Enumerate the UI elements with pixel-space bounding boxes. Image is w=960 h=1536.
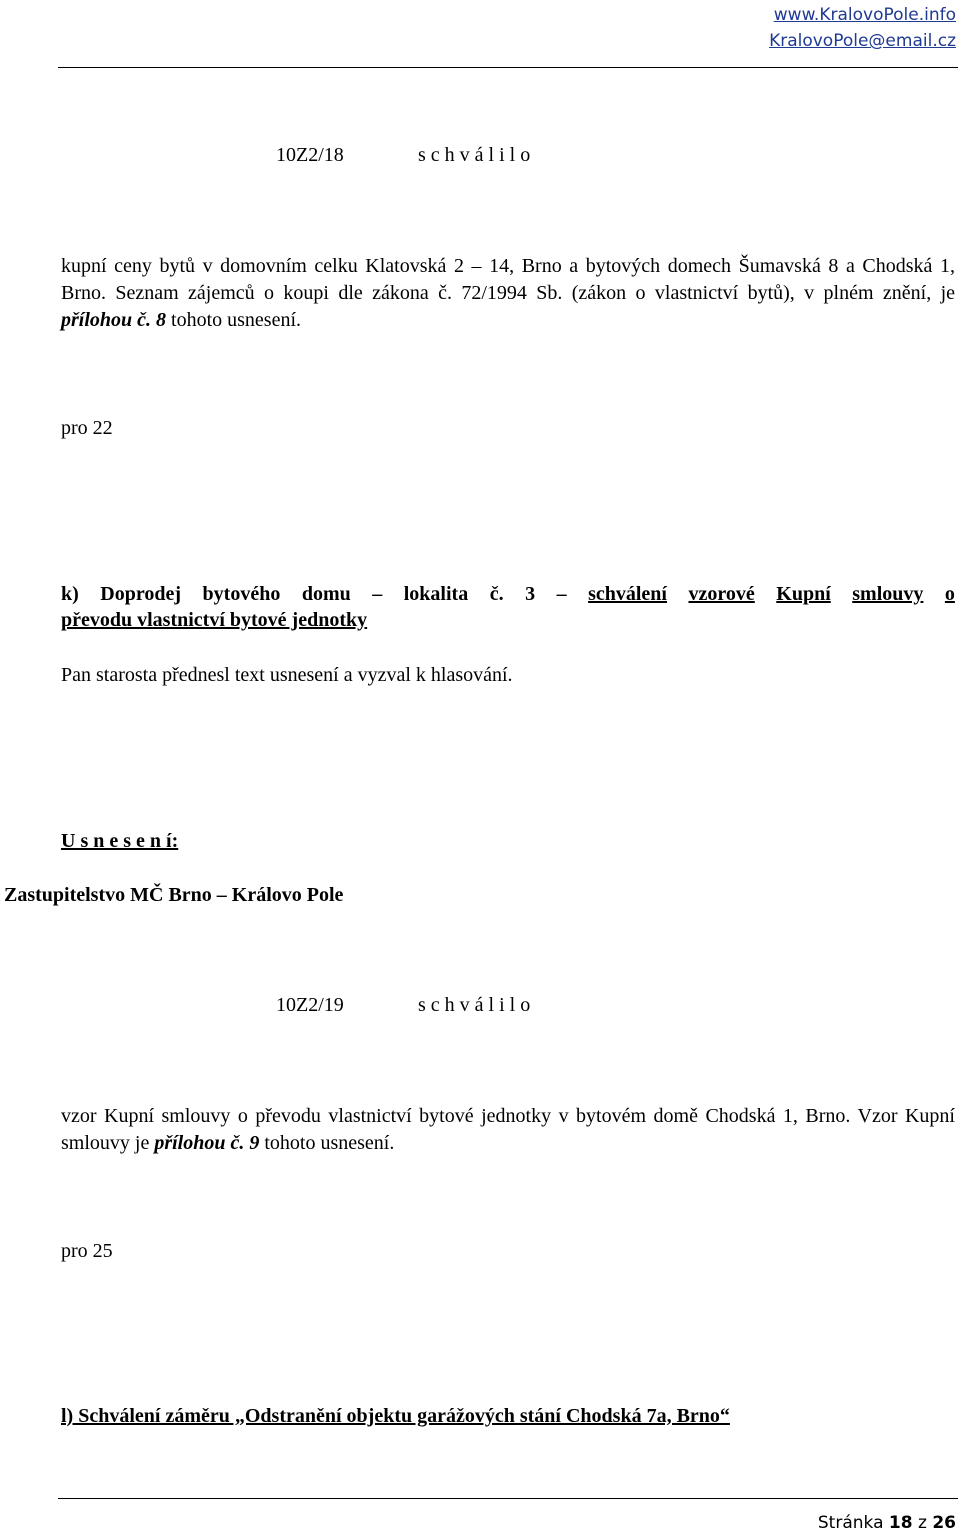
- heading-word: č.: [489, 583, 504, 605]
- header-website-link[interactable]: www.KralovoPole.info: [773, 5, 956, 25]
- resolution-text-tail: tohoto usnesení.: [166, 309, 302, 331]
- footer-divider: [58, 1498, 958, 1499]
- heading-word: domu: [301, 583, 351, 605]
- resolution-number: 10Z2/18: [276, 144, 344, 166]
- attachment-reference: přílohou č. 9: [154, 1132, 260, 1154]
- attachment-reference: přílohou č. 8: [61, 309, 167, 331]
- resolution-text-body: vzor Kupní smlouvy o převodu vlastnictví bytové jednotky v bytovém domě Chodská 1, Brno. Vzor Kupní smlouvy je: [61, 1105, 955, 1154]
- page-current: 18: [888, 1513, 913, 1533]
- resolution-verb: s c h v á l i l o: [418, 144, 531, 166]
- heading-word: 3: [525, 583, 536, 605]
- resolution-label: U s n e s e n í:: [61, 830, 179, 852]
- heading-word: vzorové: [688, 583, 755, 605]
- heading-word: k): [61, 583, 79, 605]
- council-name: Zastupitelstvo MČ Brno – Královo Pole: [4, 884, 344, 906]
- section-k-heading-line2: převodu vlastnictví bytové jednotky: [61, 609, 368, 631]
- resolution-text: [61, 253, 955, 334]
- resolution-text-tail: tohoto usnesení.: [259, 1132, 395, 1154]
- page-total: 26: [932, 1513, 956, 1533]
- heading-word: schválení: [588, 583, 667, 605]
- page-of: z: [917, 1513, 927, 1533]
- resolution-text-body: kupní ceny bytů v domovním celku Klatovská 2 – 14, Brno a bytových domech Šumavská 8 a Chodská 1, Brno. Seznam zájemců o koupi dle zákona č. 72/1994 Sb. (zákon o vlastnictví bytů), v plném znění, je: [61, 255, 955, 304]
- header-email-link[interactable]: KralovoPole@email.cz: [769, 31, 956, 51]
- heading-word: bytového: [202, 583, 281, 605]
- vote-result: pro 22: [61, 417, 113, 439]
- heading-word: smlouvy: [852, 583, 924, 605]
- heading-word: Kupní: [776, 583, 831, 605]
- resolution-text: [61, 1103, 955, 1157]
- vote-result: pro 25: [61, 1240, 113, 1262]
- heading-word: –: [372, 583, 383, 605]
- section-l-heading: l) Schválení záměru „Odstranění objektu garážových stání Chodská 7a, Brno“: [61, 1405, 730, 1427]
- heading-word: lokalita: [403, 583, 469, 605]
- section-k-heading: [61, 581, 955, 608]
- resolution-number: 10Z2/19: [276, 994, 344, 1016]
- resolution-verb: s c h v á l i l o: [418, 994, 531, 1016]
- heading-word: o: [944, 583, 955, 605]
- heading-word: –: [556, 583, 567, 605]
- heading-word: Doprodej: [100, 583, 182, 605]
- intro-text: Pan starosta přednesl text usnesení a vyzval k hlasování.: [61, 664, 513, 686]
- page-label: Stránka: [817, 1513, 884, 1533]
- header-divider: [58, 67, 958, 68]
- page-number: [818, 1510, 956, 1536]
